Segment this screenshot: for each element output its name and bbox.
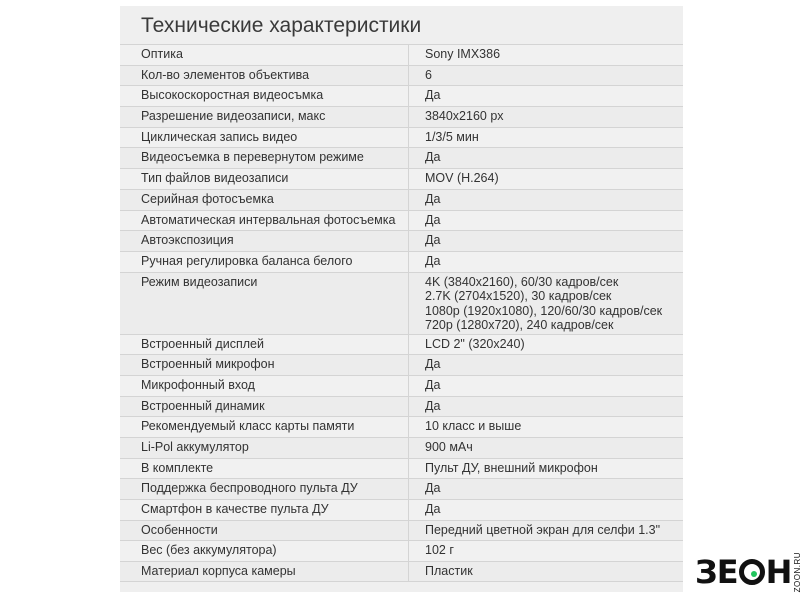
spec-value: Да	[425, 481, 441, 496]
spec-label: Встроенный динамик	[141, 398, 265, 413]
table-row	[120, 272, 683, 334]
spec-label: Li-Pol аккумулятор	[141, 440, 249, 454]
column-divider	[408, 562, 409, 581]
column-divider	[408, 417, 409, 437]
spec-label: Режим видеозаписи	[141, 274, 258, 289]
spec-value-line: 4K (3840x2160), 60/30 кадров/сек	[425, 274, 619, 289]
column-divider	[408, 355, 409, 375]
spec-value: Да	[425, 191, 441, 206]
column-divider	[408, 190, 409, 210]
column-divider	[408, 107, 409, 127]
spec-value: MOV (H.264)	[425, 171, 499, 186]
column-divider	[408, 86, 409, 106]
column-divider	[408, 128, 409, 148]
logo-text-right: Н	[765, 553, 792, 591]
table-row	[120, 499, 683, 520]
specifications-card	[120, 6, 683, 592]
logo-subtext: ZOON.RU	[793, 551, 802, 593]
spec-label: Автоэкспозиция	[141, 233, 234, 248]
table-row	[120, 458, 683, 479]
spec-label: Встроенный микрофон	[141, 357, 275, 372]
table-row	[120, 127, 683, 148]
spec-label: Циклическая запись видео	[141, 129, 298, 144]
spec-label: Встроенный дисплей	[141, 336, 264, 351]
table-row	[120, 189, 683, 210]
column-divider	[408, 521, 409, 541]
spec-label: Разрешение видеозаписи, макс	[141, 109, 326, 124]
spec-value: 102 г	[425, 543, 454, 558]
spec-label: Вес (без аккумулятора)	[141, 543, 277, 558]
column-divider	[408, 231, 409, 251]
spec-value: Да	[425, 233, 441, 248]
spec-value: Sony IMX386	[425, 47, 501, 61]
specifications-table	[120, 44, 683, 582]
table-row	[120, 230, 683, 251]
column-divider	[408, 169, 409, 189]
table-row	[120, 106, 683, 127]
spec-value-line: 1080p (1920x1080), 120/60/30 кадров/сек	[425, 303, 663, 318]
table-row	[120, 85, 683, 106]
spec-label: Ручная регулировка баланса белого	[141, 253, 353, 268]
spec-value: Пульт ДУ, внешний микрофон	[425, 460, 598, 475]
spec-value: Да	[425, 398, 441, 413]
spec-label: Тип файлов видеозаписи	[141, 171, 289, 186]
table-row	[120, 396, 683, 417]
spec-value	[425, 275, 662, 333]
table-row	[120, 334, 683, 355]
column-divider	[408, 273, 409, 334]
spec-label: Видеосъемка в перевернутом режиме	[141, 150, 364, 165]
table-row	[120, 416, 683, 437]
table-row	[120, 375, 683, 396]
spec-value: Да	[425, 88, 441, 103]
table-row	[120, 354, 683, 375]
spec-value: 900 мАч	[425, 440, 473, 454]
table-row	[120, 210, 683, 231]
column-divider	[408, 66, 409, 86]
spec-value: Да	[425, 212, 441, 227]
spec-label: Высокоскоростная видеосъмка	[141, 88, 324, 103]
spec-label: В комплекте	[141, 460, 214, 475]
spec-value: LCD 2" (320x240)	[425, 336, 525, 351]
column-divider	[408, 252, 409, 272]
spec-label: Серийная фотосъемка	[141, 191, 274, 206]
table-row	[120, 437, 683, 458]
spec-value: Да	[425, 253, 441, 268]
column-divider	[408, 397, 409, 417]
column-divider	[408, 479, 409, 499]
spec-value: Да	[425, 502, 441, 517]
spec-label: Материал корпуса камеры	[141, 564, 296, 579]
spec-value: 3840x2160 px	[425, 109, 504, 124]
column-divider	[408, 438, 409, 458]
spec-label: Автоматическая интервальная фотосъемка	[141, 212, 396, 227]
column-divider	[408, 459, 409, 479]
table-row	[120, 44, 683, 65]
table-row	[120, 520, 683, 541]
column-divider	[408, 335, 409, 355]
column-divider	[408, 45, 409, 65]
spec-value: Пластик	[425, 564, 473, 579]
spec-label: Кол-во элементов объектива	[141, 67, 310, 82]
table-row	[120, 478, 683, 499]
spec-value-line: 720p (1280x720), 240 кадров/сек	[425, 318, 614, 333]
column-divider	[408, 148, 409, 168]
spec-value: Да	[425, 150, 441, 165]
column-divider	[408, 541, 409, 561]
page-title: Технические характеристики	[141, 14, 422, 37]
spec-label: Рекомендуемый класс карты памяти	[141, 419, 355, 434]
logo-text-left: ЗЕ	[695, 553, 738, 591]
zoon-logo	[695, 551, 802, 593]
spec-label: Микрофонный вход	[141, 377, 255, 392]
table-row	[120, 147, 683, 168]
spec-value-line: 2.7K (2704x1520), 30 кадров/сек	[425, 289, 612, 304]
spec-value: 1/3/5 мин	[425, 129, 479, 144]
spec-value: Да	[425, 377, 441, 392]
table-row	[120, 251, 683, 272]
spec-value: 6	[425, 67, 432, 82]
table-row	[120, 65, 683, 86]
spec-value: 10 класс и выше	[425, 419, 522, 434]
logo-ring-icon	[739, 559, 765, 585]
spec-label: Поддержка беспроводного пульта ДУ	[141, 481, 358, 496]
spec-label: Смартфон в качестве пульта ДУ	[141, 502, 329, 517]
table-row	[120, 540, 683, 561]
column-divider	[408, 500, 409, 520]
spec-value: Передний цветной экран для селфи 1.3"	[425, 522, 661, 537]
spec-label: Особенности	[141, 522, 218, 537]
column-divider	[408, 376, 409, 396]
spec-value: Да	[425, 357, 441, 372]
column-divider	[408, 211, 409, 231]
table-row	[120, 168, 683, 189]
table-row	[120, 561, 683, 582]
spec-label: Оптика	[141, 47, 183, 61]
